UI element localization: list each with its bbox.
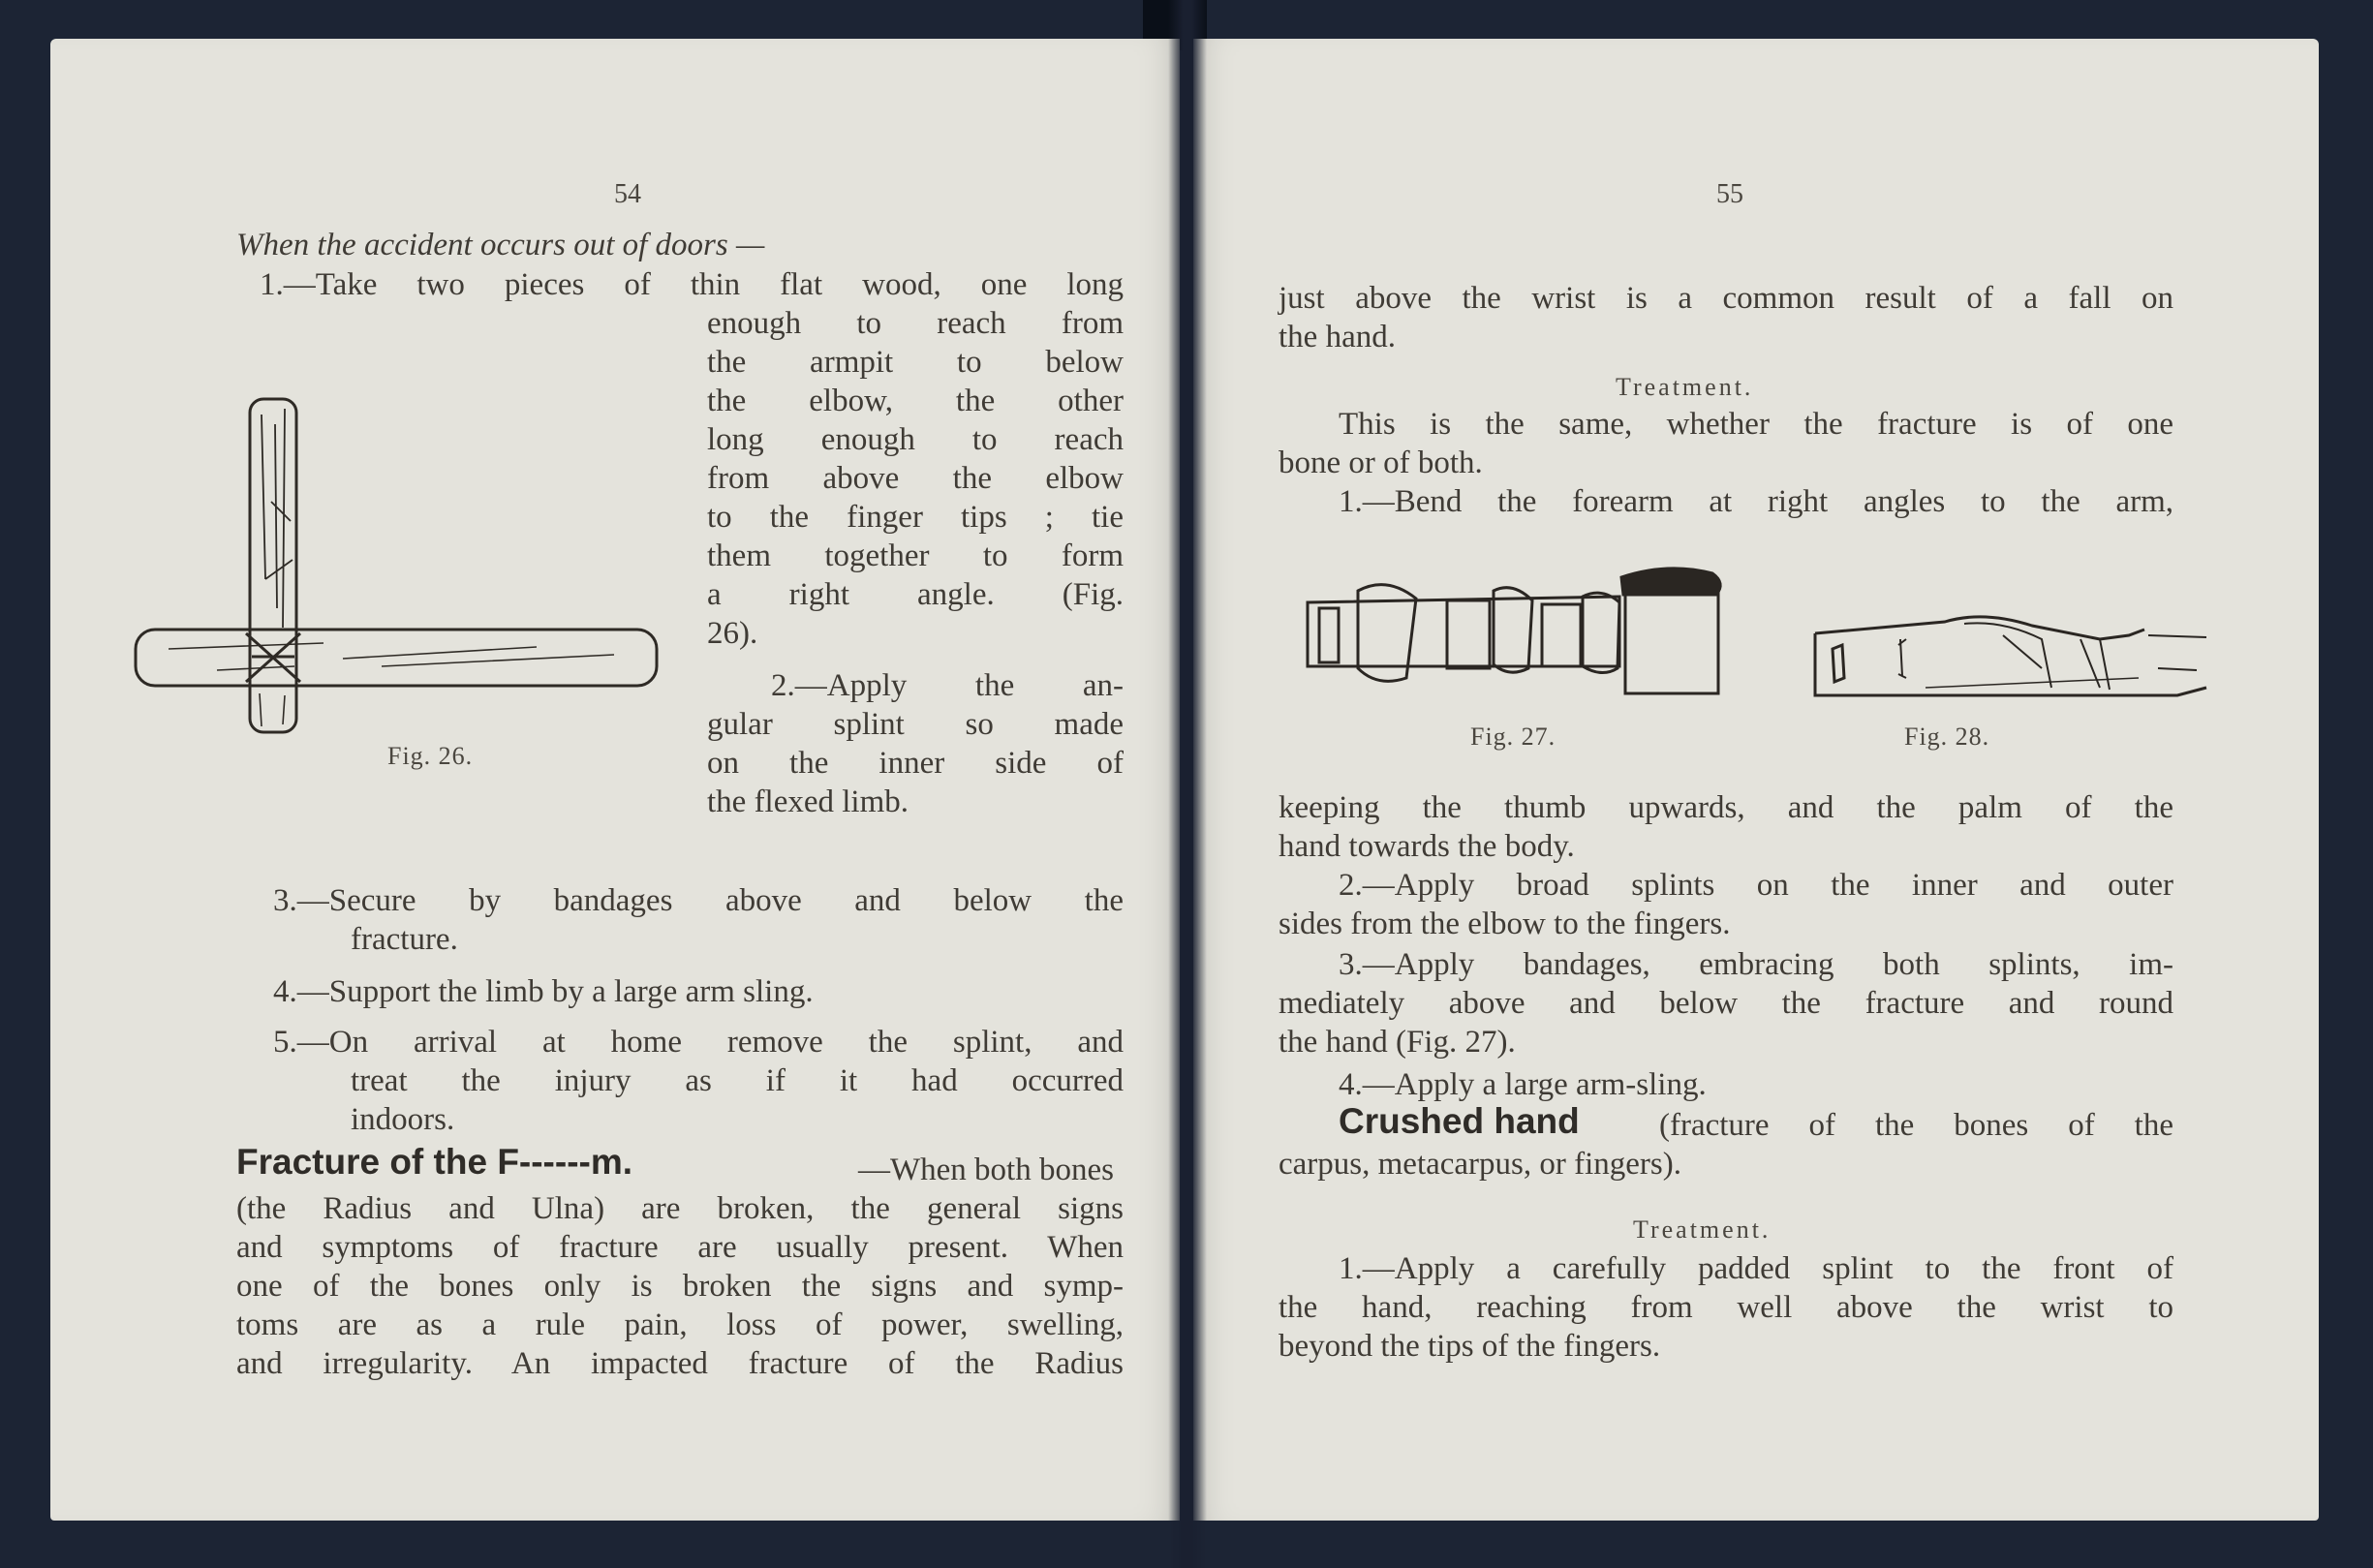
step3-line: 3.—Apply bandages, embracing both splints, im- [1339, 947, 2173, 982]
step5-line: indoors. [351, 1102, 455, 1137]
step3-line: the hand (Fig. 27). [1279, 1025, 1516, 1060]
crushed-hand-line: carpus, metacarpus, or fingers). [1279, 1147, 1681, 1182]
after-figure-line: keeping the thumb upwards, and the palm of the [1279, 790, 2173, 825]
after-figure-line: hand towards the body. [1279, 829, 1575, 864]
continuation-line: just above the wrist is a common result of a fall on [1279, 281, 2173, 316]
section-line: toms are as a rule pain, loss of power, swelling, [236, 1307, 1124, 1342]
step2-wrap-line: the flexed limb. [707, 784, 909, 819]
step1-wrap-line: 26). [707, 616, 758, 651]
figure-27-bandaged-forearm [1300, 523, 1755, 717]
crushed-hand-line: (fracture of the bones of the [1619, 1108, 2173, 1143]
figure-26-right-angle-splint [130, 385, 672, 773]
left-page [50, 39, 1180, 1521]
step1-wrap-line: the elbow, the other [707, 384, 1124, 418]
step3-line: fracture. [351, 922, 458, 957]
book-gutter [1168, 0, 1207, 1568]
step1-wrap-line: the armpit to below [707, 345, 1124, 380]
step5-line: 5.—On arrival at home remove the splint, and [273, 1025, 1124, 1060]
step1-wrap-line: enough to reach from [707, 306, 1124, 341]
section-line: one of the bones only is broken the signs and symp- [236, 1269, 1124, 1304]
step3-line: mediately above and below the fracture and round [1279, 986, 2173, 1021]
step1-first-line: 1.—Take two pieces of thin flat wood, one long [260, 267, 1124, 302]
step3-line: 3.—Secure by bandages above and below the [273, 883, 1124, 918]
step1-line: 1.—Bend the forearm at right angles to the arm, [1339, 484, 2173, 519]
treatment2-line: the hand, reaching from well above the wrist to [1279, 1290, 2173, 1325]
treatment2-line: 1.—Apply a carefully padded splint to the front of [1339, 1251, 2173, 1286]
step1-wrap-line: them together to form [707, 538, 1124, 573]
step1-wrap-line: long enough to reach [707, 422, 1124, 457]
step2-line: sides from the elbow to the fingers. [1279, 907, 1731, 941]
treatment2-line: beyond the tips of the fingers. [1279, 1329, 1661, 1364]
step2-wrap-line: gular splint so made [707, 707, 1124, 742]
section-line: and irregularity. An impacted fracture of the Radius [236, 1346, 1124, 1381]
step1-wrap-line: a right angle. (Fig. [707, 577, 1124, 612]
section-heading-forearm: Fracture of the F------m. [236, 1142, 633, 1182]
section-line: (the Radius and Ulna) are broken, the general signs [236, 1191, 1124, 1226]
figure-28-forearm-splints [1809, 581, 2216, 707]
step4-line: 4.—Support the limb by a large arm sling. [273, 974, 814, 1009]
page-number-left: 54 [614, 179, 641, 209]
figure-28-caption: Fig. 28. [1904, 723, 1990, 751]
figure-26-caption: Fig. 26. [387, 742, 474, 770]
step2-wrap-line: 2.—Apply the an- [771, 668, 1124, 703]
treatment-heading-2: Treatment. [1633, 1215, 1772, 1244]
figure-27-caption: Fig. 27. [1470, 723, 1556, 751]
intro-line: When the accident occurs out of doors — [236, 228, 765, 262]
crushed-hand-heading: Crushed hand [1339, 1101, 1580, 1141]
treatment-line: bone or of both. [1279, 446, 1483, 480]
step4-line: 4.—Apply a large arm-sling. [1339, 1067, 1707, 1102]
step1-wrap-line: from above the elbow [707, 461, 1124, 496]
step2-wrap-line: on the inner side of [707, 746, 1124, 781]
treatment-line: This is the same, whether the fracture is of one [1339, 407, 2173, 442]
right-page [1193, 39, 2319, 1521]
continuation-line: the hand. [1279, 320, 1396, 354]
treatment-heading: Treatment. [1616, 373, 1754, 401]
step2-line: 2.—Apply broad splints on the inner and outer [1339, 868, 2173, 903]
step1-wrap-line: to the finger tips ; tie [707, 500, 1124, 535]
page-number-right: 55 [1716, 179, 1743, 209]
section-line: and symptoms of fracture are usually present. When [236, 1230, 1124, 1265]
section-line: —When both bones [858, 1153, 1114, 1187]
step5-line: treat the injury as if it had occurred [351, 1063, 1124, 1098]
